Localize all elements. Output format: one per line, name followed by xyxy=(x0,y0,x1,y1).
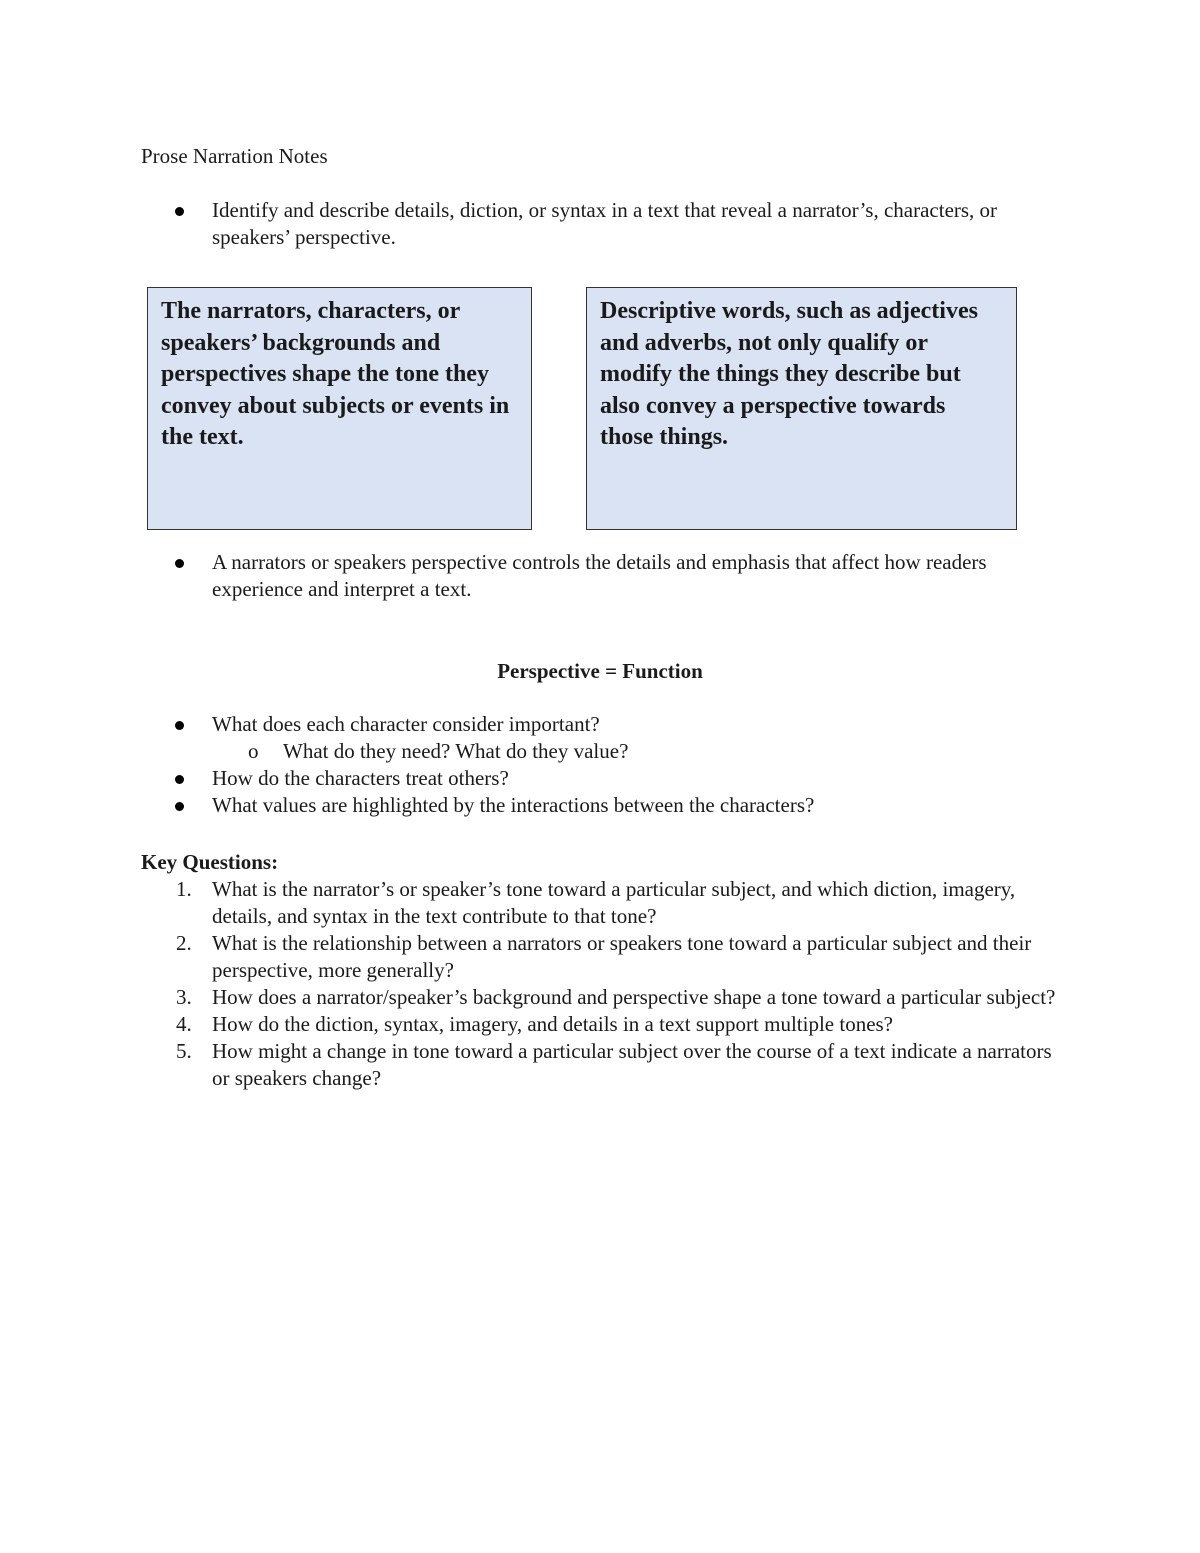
document-title: Prose Narration Notes xyxy=(141,144,328,168)
bullet-text: What values are highlighted by the interactions between the characters? xyxy=(212,793,815,817)
sub-list-item xyxy=(141,738,1041,765)
perspective-questions-list xyxy=(141,711,1041,819)
list-item xyxy=(141,1011,1061,1038)
list-item xyxy=(141,1038,1061,1092)
list-item xyxy=(141,930,1061,984)
callout-text: Descriptive words, such as adjectives and adverbs, not only qualify or modify the things they describe but also convey a perspective towards those things. xyxy=(600,298,978,450)
sub-bullet-text: What do they need? What do they value? xyxy=(283,739,629,763)
perspective-controls-bullet-list xyxy=(141,549,1041,603)
list-item xyxy=(141,876,1061,930)
bullet-icon xyxy=(175,207,184,216)
intro-bullet-list xyxy=(141,197,1011,251)
sub-bullet-marker: o xyxy=(248,739,259,763)
question-number: 4. xyxy=(176,1012,192,1036)
bullet-text: A narrators or speakers perspective controls the details and emphasis that affect how readers experience and interpret a text. xyxy=(212,550,987,601)
list-item xyxy=(141,197,1011,251)
question-number: 1. xyxy=(176,877,192,901)
question-text: How might a change in tone toward a particular subject over the course of a text indicate a narrators or speakers change? xyxy=(212,1039,1052,1090)
bullet-text: What does each character consider important? xyxy=(212,712,600,736)
list-item xyxy=(141,765,1041,792)
list-item xyxy=(141,792,1041,819)
callout-box-descriptive-words xyxy=(586,287,1017,530)
question-text: How do the diction, syntax, imagery, and details in a text support multiple tones? xyxy=(212,1012,894,1036)
bullet-icon xyxy=(175,802,184,811)
key-questions-heading: Key Questions: xyxy=(141,850,279,874)
list-item xyxy=(141,711,1041,738)
question-text: How does a narrator/speaker’s background and perspective shape a tone toward a particular subject? xyxy=(212,985,1056,1009)
list-item xyxy=(141,549,1041,603)
bullet-icon xyxy=(175,721,184,730)
bullet-icon xyxy=(175,775,184,784)
key-questions-list xyxy=(141,876,1061,1092)
callout-box-backgrounds xyxy=(147,287,532,530)
perspective-function-heading: Perspective = Function xyxy=(497,659,703,683)
list-item xyxy=(141,984,1061,1011)
question-text: What is the narrator’s or speaker’s tone toward a particular subject, and which diction, imagery, details, and syntax in the text contribute to that tone? xyxy=(212,877,1016,928)
question-number: 5. xyxy=(176,1039,192,1063)
question-number: 3. xyxy=(176,985,192,1009)
bullet-text: How do the characters treat others? xyxy=(212,766,509,790)
bullet-icon xyxy=(175,559,184,568)
question-number: 2. xyxy=(176,931,192,955)
bullet-text: Identify and describe details, diction, or syntax in a text that reveal a narrator’s, characters, or speakers’ perspective. xyxy=(212,198,998,249)
question-text: What is the relationship between a narrators or speakers tone toward a particular subject and their perspective, more generally? xyxy=(212,931,1032,982)
callout-text: The narrators, characters, or speakers’ backgrounds and perspectives shape the tone they convey about subjects or events in the text. xyxy=(161,298,510,450)
